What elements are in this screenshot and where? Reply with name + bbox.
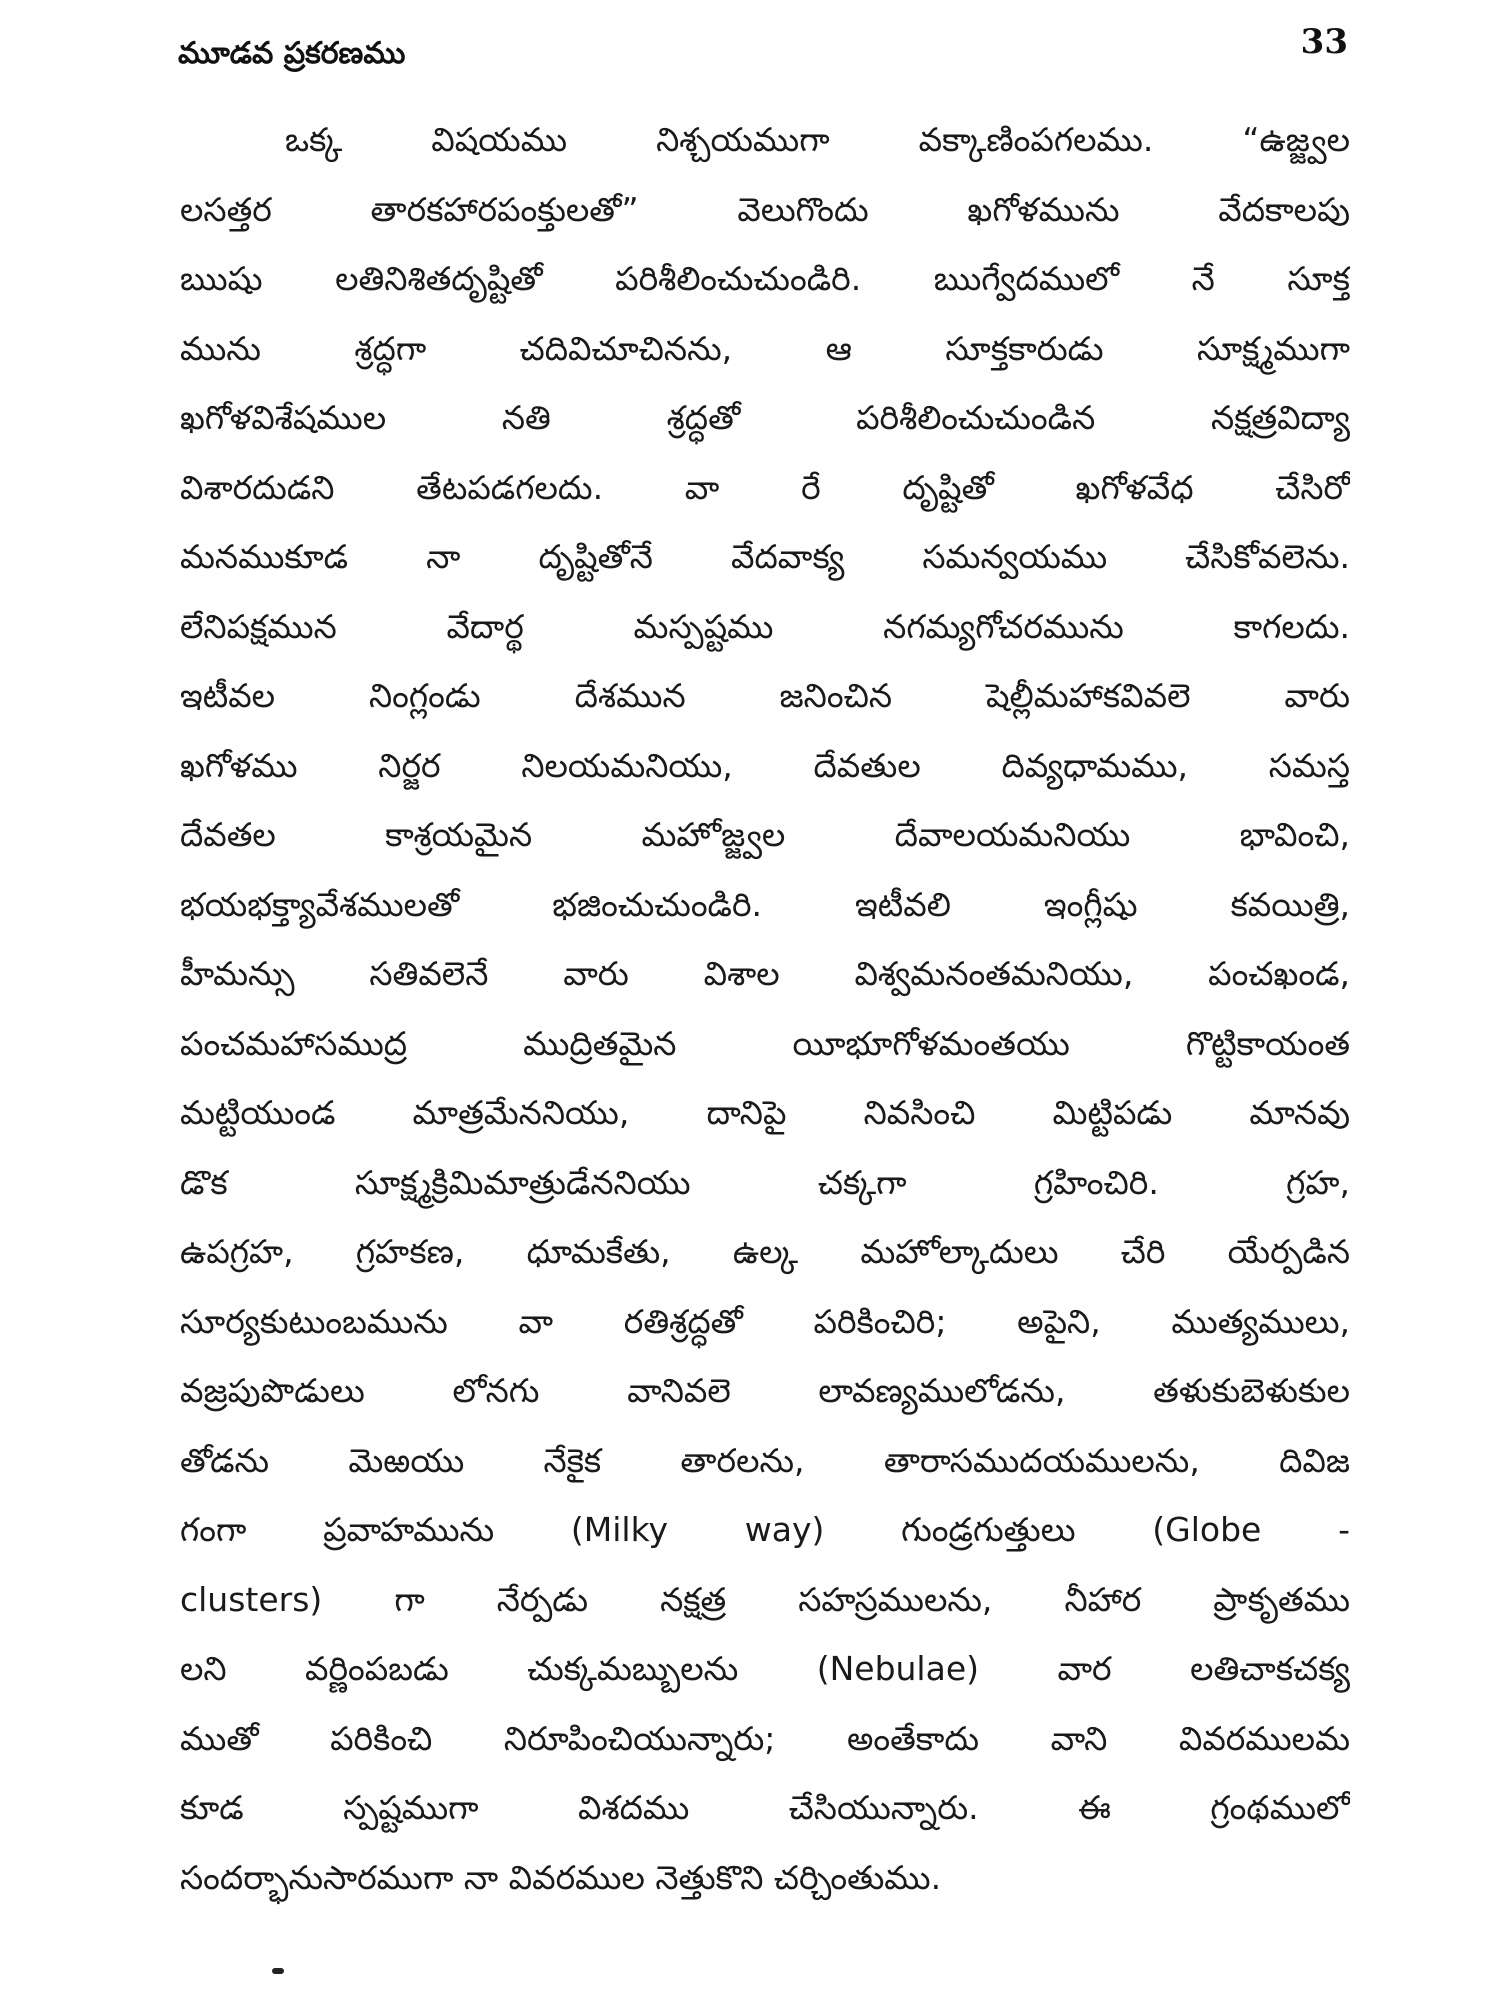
text-line: లేనిపక్షమున వేదార్థ మస్పష్టము నగమ్యగోచరమును కాగలదు.: [180, 606, 1350, 646]
text-line: ముతో పరికించి నిరూపించియున్నారు; అంతేకాదు వాని వివరములమ: [180, 1718, 1350, 1758]
text-line: ఇటీవల నింగ్లండు దేశమున జనించిన షెల్లీమహాకవివలె వారు: [180, 676, 1350, 715]
text-line: ఖగోళవిశేషముల నతి శ్రద్ధతో పరిశీలించుచుండిన నక్షత్రవిద్యా: [180, 398, 1350, 437]
body-paragraph: [180, 105, 1350, 1912]
text-line: డొక సూక్ష్మక్రిమిమాత్రుడేననియు చక్కగా గ్రహించిరి. గ్రహ,: [180, 1162, 1350, 1202]
text-line: మనముకూడ నా దృష్టితోనే వేదవాక్య సమన్వయము చేసికోవలెను.: [180, 537, 1350, 576]
text-line: లని వర్ణింపబడు చుక్కమబ్బులను (Nebulae) వార లతిచాకచక్య: [180, 1649, 1350, 1688]
text-line: విశారదుడని తేటపడగలదు. వా రే దృష్టితో ఖగోళవేధ చేసిరో: [180, 467, 1350, 507]
text-line: వజ్రపుపొడులు లోనగు వానివలె లావణ్యములోడను, తళుకుబెళుకుల: [180, 1371, 1350, 1410]
text-line: ఋషు లతినిశితదృష్టితో పరిశీలించుచుండిరి. ఋగ్వేదములో నే సూక్త: [180, 259, 1350, 298]
text-line: పంచమహాసముద్ర ముద్రితమైన యీభూగోళమంతయు గొట్టికాయంత: [180, 1023, 1350, 1063]
running-head: మూడవ ప్రకరణము: [178, 36, 406, 71]
text-line: సూర్యకుటుంబమును వా రతిశ్రద్ధతో పరికించిరి; అపైని, ముత్యములు,: [180, 1301, 1350, 1341]
ink-mark: [272, 1968, 284, 1974]
text-line: దేవతల కాశ్రయమైన మహోజ్జ్వల దేవాలయమనియు భావించి,: [180, 815, 1350, 854]
text-line: లసత్తర తారకహారపంక్తులతో” వెలుగొందు ఖగోళమును వేదకాలపు: [180, 189, 1350, 229]
text-line: తోడను మెఱయు నేకైక తారలను, తారాసముదయములను, దివిజ: [180, 1440, 1350, 1480]
text-line: హీమన్సు సతివలెనే వారు విశాల విశ్వమనంతమనియు, పంచఖండ,: [180, 954, 1350, 993]
text-line: మట్టియుండ మాత్రమేననియు, దానిపై నివసించి మిట్టిపడు మానవు: [180, 1093, 1350, 1132]
text-line: సందర్భానుసారముగా నా వివరముల నెత్తుకొని చర్చింతుము.: [180, 1857, 942, 1897]
text-line: మును శ్రద్ధగా చదివిచూచినను, ఆ సూక్తకారుడు సూక్ష్మముగా: [180, 328, 1350, 368]
page-header: [178, 22, 1348, 82]
text-line: గంగా ప్రవాహమును (Milky way) గుండ్రగుత్తులు (Globe -: [180, 1510, 1350, 1549]
text-line: ఒక్క విషయము నిశ్చయముగా వక్కాణింపగలము. “ఉజ్జ్వల: [285, 120, 1350, 159]
text-line: భయభక్త్యావేశములతో భజించుచుండిరి. ఇటీవలి ఇంగ్లీషు కవయిత్రి,: [180, 884, 1350, 924]
text-line: కూడ స్పష్టముగా విశదము చేసియున్నారు. ఈ గ్రంథములో: [180, 1788, 1350, 1827]
page-number: 33: [1300, 22, 1348, 62]
text-line: clusters) గా నేర్పడు నక్షత్ర సహస్రములను, నీహార ప్రాకృతము: [180, 1579, 1350, 1619]
text-line: ఉపగ్రహ, గ్రహకణ, ధూమకేతు, ఉల్క మహోల్కాదులు చేరి యేర్పడిన: [180, 1232, 1350, 1271]
text-line: ఖగోళము నిర్జర నిలయమనియు, దేవతుల దివ్యధామము, సమస్త: [180, 745, 1350, 785]
